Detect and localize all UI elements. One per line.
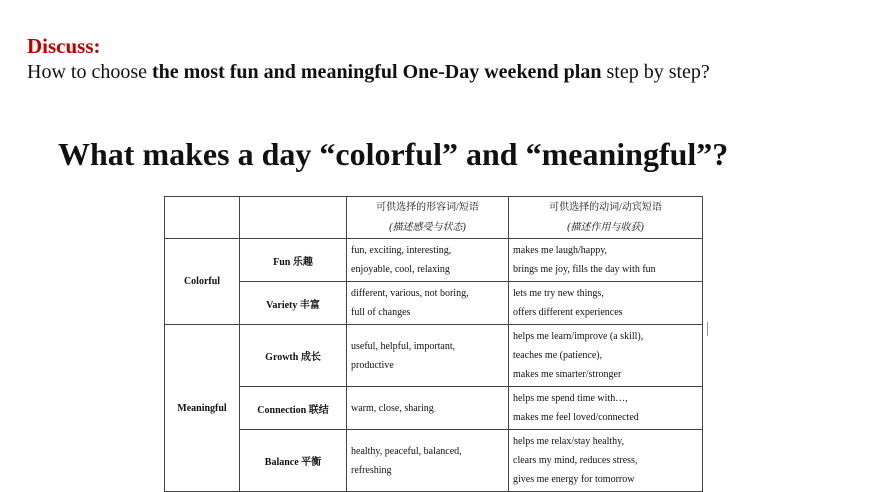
table-row [165, 239, 703, 282]
adj-line: refreshing [351, 464, 392, 476]
question-prefix: How to choose [27, 61, 152, 83]
header-empty-cell-2 [240, 197, 347, 239]
table-header-row [165, 197, 703, 239]
adj-line: enjoyable, cool, relaxing [351, 264, 450, 275]
discuss-label: Discuss: [27, 34, 101, 58]
adjectives-connection [347, 387, 509, 430]
verb-line: makes me feel loved/connected [513, 412, 639, 423]
row-label-fun: Fun 乐趣 [240, 239, 347, 282]
headline: What makes a day “colorful” and “meaningful”? [58, 136, 729, 172]
verb-line: gives me energy for tomorrow [513, 474, 635, 485]
adj-line: full of changes [351, 307, 411, 318]
row-label-variety: Variety 丰富 [240, 282, 347, 325]
adjectives-fun [347, 239, 509, 282]
table-row [165, 430, 703, 492]
header-verbs [509, 197, 703, 239]
table-row [165, 282, 703, 325]
verbs-fun [509, 239, 703, 282]
verb-line: offers different experiences [513, 307, 623, 318]
header-verbs-title: 可供选择的动词/动宾短语 [549, 201, 662, 213]
adj-line: warm, close, sharing [351, 402, 434, 414]
verb-line: helps me spend time with…, [513, 393, 628, 404]
adjectives-growth [347, 325, 509, 387]
verb-line: helps me learn/improve (a skill), [513, 331, 644, 342]
adj-line: different, various, not boring, [351, 288, 469, 299]
verb-line: makes me laugh/happy, [513, 245, 608, 256]
verbs-variety [509, 282, 703, 325]
header-empty-cell-1 [165, 197, 240, 239]
category-meaningful: Meaningful [165, 325, 240, 492]
verb-line: brings me joy, fills the day with fun [513, 264, 656, 275]
verb-line: teaches me (patience), [513, 350, 603, 361]
table-row [165, 325, 703, 387]
question-emphasis: the most fun and meaningful One-Day weekend plan [151, 61, 602, 83]
header-adjectives-subtitle: (描述感受与状态) [389, 221, 466, 233]
adjectives-variety [347, 282, 509, 325]
adj-line: productive [351, 359, 394, 371]
row-label-connection: Connection 联结 [240, 387, 347, 430]
verb-line: makes me smarter/stronger [513, 369, 622, 380]
adj-line: fun, exciting, interesting, [351, 245, 452, 256]
verb-line: helps me relax/stay healthy, [513, 436, 624, 447]
header-adjectives-title: 可供选择的形容词/短语 [376, 201, 479, 213]
verbs-balance [509, 430, 703, 492]
adj-line: useful, helpful, important, [351, 340, 456, 352]
question-suffix: step by step? [601, 61, 710, 83]
adj-line: healthy, peaceful, balanced, [351, 445, 462, 457]
header-adjectives [347, 197, 509, 239]
verb-line: clears my mind, reduces stress, [513, 455, 638, 466]
category-colorful: Colorful [165, 239, 240, 325]
question-text [27, 61, 710, 84]
row-label-growth: Growth 成长 [240, 325, 347, 387]
vocabulary-table [164, 196, 703, 492]
adjectives-balance [347, 430, 509, 492]
verbs-connection [509, 387, 703, 430]
header-verbs-subtitle: (描述作用与收获) [567, 221, 644, 233]
verb-line: lets me try new things, [513, 288, 604, 299]
table-row [165, 387, 703, 430]
text-cursor [707, 322, 708, 336]
row-label-balance: Balance 平衡 [240, 430, 347, 492]
verbs-growth [509, 325, 703, 387]
